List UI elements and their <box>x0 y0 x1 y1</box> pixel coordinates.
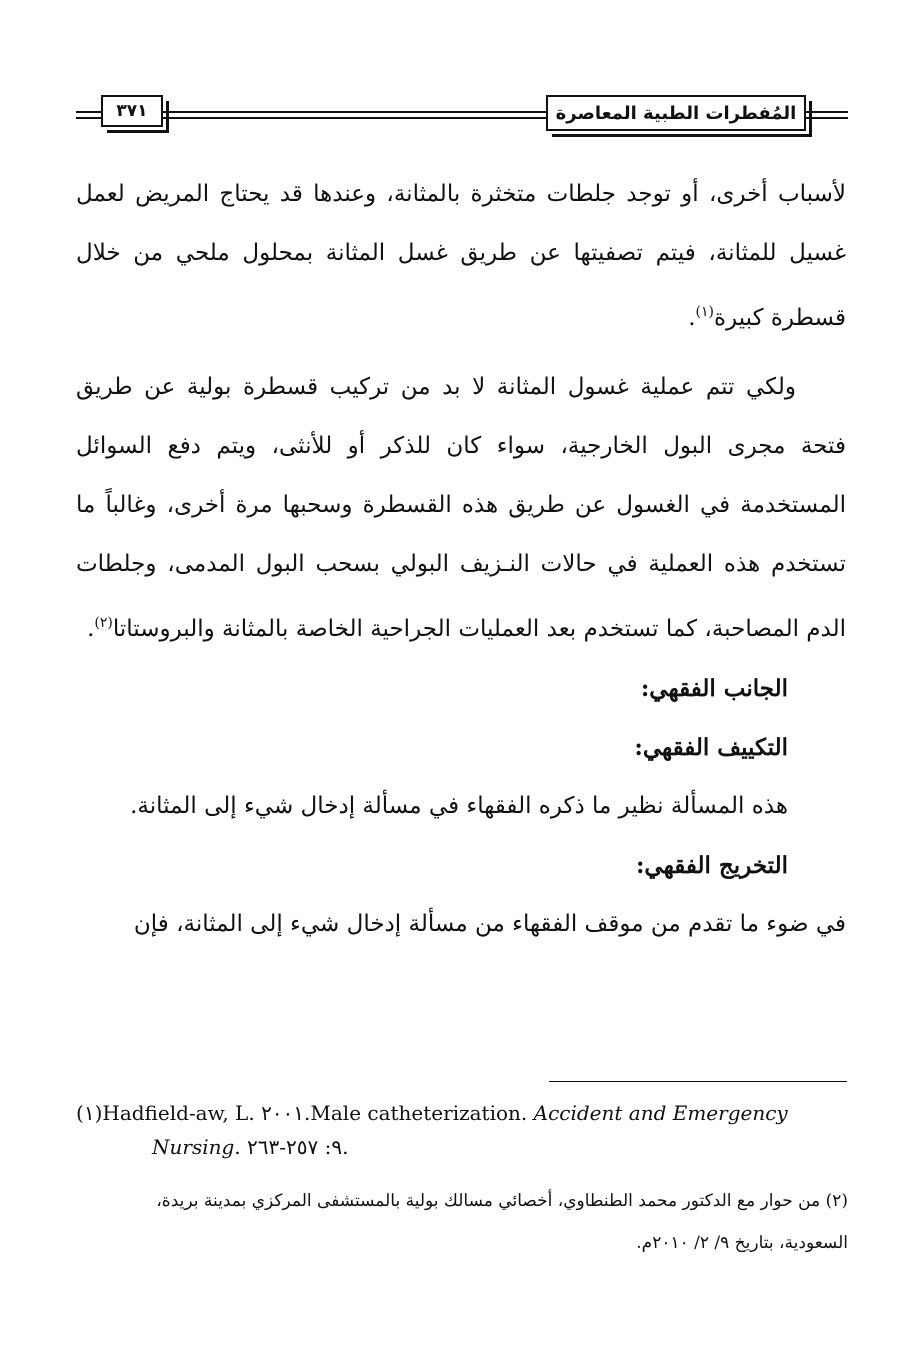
page-body <box>76 165 846 954</box>
paragraph-2-end: . <box>87 616 95 642</box>
footnote-1-tail: . ٩: ٢٥٧-٢٦٣. <box>234 1135 349 1159</box>
page-number: ٣٧١ <box>101 95 163 127</box>
paragraph-1-text: لأسباب أخرى، أو توجد جلطات متخثرة بالمثانة، وعندها قد يحتاج المريض لعمل غسيل للمثانة، فيتم تصفيتها عن طريق غسل المثانة بمحلول ملحي من خلال قسطرة كبيرة <box>76 181 846 331</box>
footnote-separator <box>549 1081 847 1082</box>
section-heading-takhrij: التخريج الفقهي: <box>635 852 788 879</box>
paragraph-1 <box>76 165 846 348</box>
section-heading-takyif: التكييف الفقهي: <box>634 734 788 761</box>
paragraph-2 <box>76 358 846 659</box>
footnote-1-line2 <box>76 1130 848 1164</box>
footnote-ref-1[interactable]: (١) <box>695 304 714 320</box>
paragraph-4: في ضوء ما تقدم من موقف الفقهاء من مسألة إدخال شيء إلى المثانة، فإن <box>133 911 846 937</box>
footnote-2-line1: (٢) من حوار مع الدكتور محمد الطنطاوي، أخصائي مسالك بولية بالمستشفى المركزي بمدينة بريدة، <box>156 1191 848 1211</box>
footnote-ref-2[interactable]: (٢) <box>94 615 113 631</box>
footnote-1-number: (١) <box>76 1101 103 1125</box>
footnote-2 <box>76 1180 848 1264</box>
paragraph-3: هذه المسألة نظير ما ذكره الفقهاء في مسألة إدخال شيء إلى المثانة. <box>130 793 788 819</box>
footnote-1-journal: Accident and Emergency <box>533 1101 788 1125</box>
paragraph-2-text: ولكي تتم عملية غسول المثانة لا بد من تركيب قسطرة بولية عن طريق فتحة مجرى البول الخارجية، سواء كان للذكر أو للأنثى، ويتم دفع السوائل المستخدمة في الغسول عن طريق هذه القسطرة وسحبها مرة أخرى، وغالباً ما تستخدم هذه العملية في حالات النـزيف البولي بسحب البول المدمى، وجلطات الدم المصاحبة، كما تستخدم بعد العمليات الجراحية الخاصة بالمثانة والبروستاتا <box>76 374 846 642</box>
section-heading-fiqh: الجانب الفقهي: <box>640 675 788 702</box>
running-title: المُفطرات الطبية المعاصرة <box>546 95 806 131</box>
footnote-1-journal-2: Nursing <box>152 1135 235 1159</box>
footnote-1 <box>76 1096 848 1164</box>
footnote-2-line2: السعودية، بتاريخ ٩/ ٢/ ٢٠١٠م. <box>636 1233 848 1253</box>
footnote-1-text: Hadfield-aw, L. ٢٠٠١.Male catheterization. <box>102 1101 534 1125</box>
paragraph-1-end: . <box>688 305 696 331</box>
